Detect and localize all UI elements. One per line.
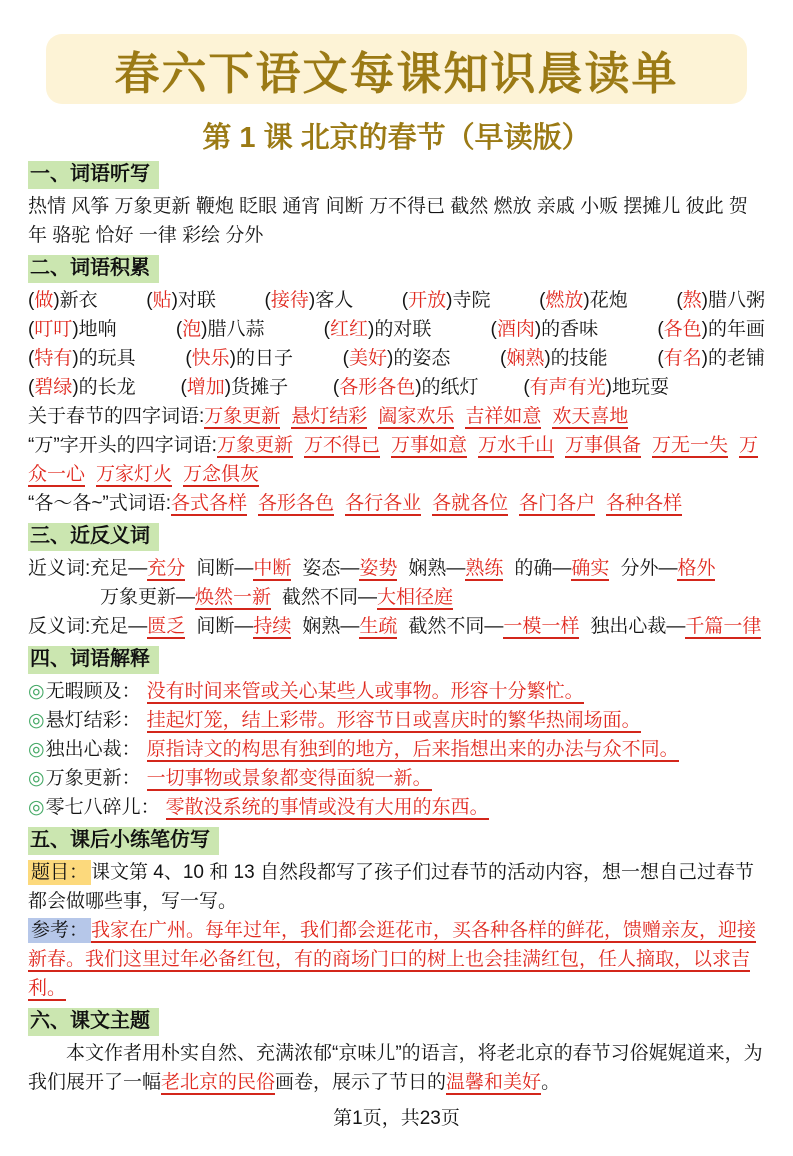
fill-answer: 做 [34, 290, 54, 311]
idiom-word: 阖家欢乐 [378, 406, 455, 427]
definition-text: 没有时间来管或关心某些人或事物。形容十分繁忙。 [146, 681, 584, 702]
idiom-word: 万事如意 [390, 435, 467, 456]
idiom-word: 各门各户 [519, 493, 596, 514]
definition-item [28, 706, 765, 735]
pair-question: 万象更新— [100, 587, 196, 608]
fill-rest: )的香味 [534, 319, 599, 340]
idiom-word: 万事俱备 [565, 435, 642, 456]
theme-highlight: 老北京的民俗 [161, 1072, 276, 1093]
fill-blank-row [28, 373, 765, 402]
pair-question: 分外— [620, 558, 678, 579]
idiom-line-ge [28, 489, 765, 518]
synonym-line-1 [28, 554, 765, 583]
fill-rest: )货摊子 [224, 377, 289, 398]
fill-blank-row [28, 286, 765, 315]
fill-blank-item [180, 373, 288, 402]
theme-paragraph [28, 1039, 765, 1097]
paren: ( [28, 348, 35, 369]
fill-blank-item [333, 373, 479, 402]
fill-blank-row [28, 315, 765, 344]
synonym-label: 近义词: [28, 558, 91, 579]
definition-item [28, 793, 765, 822]
circle-bullet-icon: ◎ [28, 768, 45, 789]
section-header-dictation: 一、词语听写 [28, 161, 159, 189]
paren: ( [323, 319, 330, 340]
fill-blank-item [28, 286, 98, 315]
definition-text: 原指诗文的构思有独到的地方，后来指想出来的办法与众不同。 [146, 739, 679, 760]
paren: ( [185, 348, 192, 369]
word-pair [590, 616, 761, 639]
fill-rest: )对联 [171, 290, 216, 311]
definition-text: 一切事物或景象都变得面貌一新。 [146, 768, 432, 789]
theme-text: 画卷，展示了节日的 [275, 1072, 447, 1093]
fill-blank-item [657, 315, 765, 344]
fill-answer: 有名 [663, 348, 702, 369]
section-header-accumulation: 二、词语积累 [28, 255, 159, 283]
topic-label: 题目： [28, 860, 91, 885]
title-banner [46, 34, 747, 104]
fill-rest: )的老铺 [701, 348, 765, 369]
fill-blank-item [523, 373, 669, 402]
fill-blank-item [676, 286, 765, 315]
circle-bullet-icon: ◎ [28, 681, 45, 702]
writing-reference [28, 916, 765, 1003]
pair-question: 姿态— [302, 558, 360, 579]
fill-rest: )客人 [308, 290, 354, 311]
pair-question: 充足— [90, 558, 148, 579]
paren: ( [657, 348, 664, 369]
pair-answer: 姿势 [359, 558, 398, 579]
fill-rest: )的长龙 [72, 377, 136, 398]
fill-rest: )腊八粥 [701, 290, 765, 311]
pair-answer: 中断 [253, 558, 292, 579]
theme-text: 。 [541, 1072, 561, 1093]
word-pair [196, 616, 291, 637]
fill-blank-item [657, 344, 765, 373]
document-title: 春六下语文每课知识晨读单 [114, 47, 679, 99]
definition-text: 挂起灯笼，结上彩带。形容节日或喜庆时的繁华热闹场面。 [146, 710, 641, 731]
fill-blank-item [324, 315, 432, 344]
pair-answer: 匮乏 [147, 616, 186, 637]
idiom-word: 各式各样 [171, 493, 248, 514]
circle-bullet-icon: ◎ [28, 797, 45, 818]
pair-question: 截然不同— [408, 616, 504, 637]
fill-answer: 有声有光 [529, 377, 606, 398]
reference-label: 参考： [28, 918, 91, 943]
definition-term: 万象更新： [45, 768, 141, 789]
idiom-word: 各就各位 [432, 493, 509, 514]
word-pair [90, 558, 185, 579]
pair-question: 娴熟— [408, 558, 466, 579]
page-number: 第1页，共23页 [333, 1108, 460, 1129]
idiom-word: 悬灯结彩 [291, 406, 368, 427]
section-header-writing: 五、课后小练笔仿写 [28, 827, 219, 855]
fill-rest: )地响 [72, 319, 117, 340]
pair-answer: 持续 [253, 616, 292, 637]
pair-answer: 熟练 [465, 558, 504, 579]
idiom-word: 万无一失 [652, 435, 729, 456]
paren: ( [180, 377, 187, 398]
fill-blank-item [343, 344, 451, 373]
pair-answer: 充分 [147, 558, 186, 579]
paren: ( [28, 290, 35, 311]
definition-term: 独出心裁： [45, 739, 141, 760]
word-pair [302, 616, 397, 637]
theme-text: 本文作者用朴实自然、充满浓郁“京味儿”的语言，将老北京的春节习俗娓娓道来，为我们展开了一幅 [28, 1043, 763, 1093]
idiom-word: 万象更新 [216, 435, 293, 456]
word-pair [196, 558, 291, 579]
idiom-word: 各形各色 [258, 493, 335, 514]
fill-blank-item [28, 373, 136, 402]
paren: ( [401, 290, 409, 311]
fill-blank-row [28, 344, 765, 373]
fill-rest: )的姿态 [387, 348, 451, 369]
paren: ( [523, 377, 530, 398]
paren: ( [342, 348, 349, 369]
pair-answer: 一模一样 [503, 616, 580, 637]
pair-answer: 格外 [677, 558, 716, 579]
word-pair [90, 616, 185, 637]
pair-answer: 千篇一律 [685, 616, 762, 637]
antonym-label: 反义词: [28, 616, 91, 637]
paren: ( [490, 319, 497, 340]
reference-text: 我家在广州。每年过年，我们都会逛花市，买各种各样的鲜花，馈赠亲友，迎接新春。我们这里过年必备红包，有的商场门口的树上也会挂满红包，任人摘取，以求吉利。 [28, 920, 757, 999]
fill-blank-item [185, 344, 293, 373]
paren: ( [264, 290, 271, 311]
paren: ( [175, 319, 183, 340]
fill-answer: 各形各色 [339, 377, 416, 398]
pair-answer: 大相径庭 [377, 587, 454, 608]
pair-question: 充足— [90, 616, 148, 637]
pair-question: 截然不同— [282, 587, 378, 608]
word-pair [514, 558, 609, 579]
idiom-label: 关于春节的四字词语: [28, 406, 205, 427]
definition-text: 零散没系统的事情或没有大用的东西。 [165, 797, 489, 818]
fill-blank-item [539, 286, 628, 315]
fill-rest: )的年画 [701, 319, 765, 340]
fill-blank-item [265, 286, 354, 315]
fill-answer: 特有 [34, 348, 73, 369]
pair-answer: 确实 [571, 558, 610, 579]
fill-answer: 贴 [152, 290, 172, 311]
fill-answer: 酒肉 [496, 319, 535, 340]
word-pair [620, 558, 715, 579]
dictation-word-list: 热情 风筝 万象更新 鞭炮 眨眼 通宵 间断 万不得已 截然 燃放 亲戚 小贩 摆摊儿 彼此 贺年 骆驼 恰好 一律 彩绘 分外 [28, 196, 748, 246]
fill-rest: )地玩耍 [605, 377, 669, 398]
fill-answer: 碧绿 [34, 377, 73, 398]
pair-answer: 生疏 [359, 616, 398, 637]
section-header-synonyms: 三、近反义词 [28, 523, 159, 551]
paren: ( [146, 290, 153, 311]
synonym-line-2 [28, 583, 765, 612]
definition-term: 无暇顾及： [45, 681, 141, 702]
lesson-title: 第 1 课 北京的春节（早读版） [202, 122, 591, 154]
fill-answer: 叮叮 [34, 319, 73, 340]
fill-rest: )花炮 [583, 290, 628, 311]
fill-blank-item [402, 286, 491, 315]
fill-rest: )寺院 [446, 290, 491, 311]
idiom-line-wan [28, 431, 765, 489]
fill-rest: )的纸灯 [415, 377, 479, 398]
paren: ( [539, 290, 546, 311]
fill-answer: 开放 [408, 290, 447, 311]
definition-item [28, 677, 765, 706]
paren: ( [676, 290, 683, 311]
fill-answer: 各色 [663, 319, 702, 340]
definition-item [28, 735, 765, 764]
definition-item [28, 764, 765, 793]
idiom-label: “万”字开头的四字词语: [28, 435, 217, 456]
idiom-word: 各行各业 [345, 493, 422, 514]
fill-answer: 接待 [270, 290, 309, 311]
fill-answer: 泡 [182, 319, 202, 340]
pair-question: 独出心裁— [590, 616, 686, 637]
idiom-word: 万不得已 [303, 435, 380, 456]
fill-answer: 熬 [682, 290, 702, 311]
idiom-word: 各种各样 [606, 493, 683, 514]
fill-blank-item [490, 315, 598, 344]
paren: ( [499, 348, 507, 369]
fill-blank-item [28, 315, 117, 344]
paren: ( [28, 377, 35, 398]
section-header-theme: 六、课文主题 [28, 1008, 159, 1036]
word-pair [302, 558, 397, 579]
paren: ( [332, 377, 340, 398]
fill-rest: )新衣 [53, 290, 98, 311]
word-pair [408, 558, 503, 579]
fill-answer: 红红 [329, 319, 368, 340]
idiom-word: 万众一心 [28, 435, 759, 485]
fill-rest: )腊八蒜 [201, 319, 265, 340]
pair-question: 娴熟— [302, 616, 360, 637]
pair-question: 间断— [196, 616, 254, 637]
idiom-word: 吉祥如意 [465, 406, 542, 427]
fill-answer: 美好 [348, 348, 387, 369]
idiom-label: “各～各~”式词语: [28, 493, 172, 514]
word-pair [282, 587, 453, 608]
fill-rest: )的对联 [368, 319, 432, 340]
fill-blank-item [176, 315, 265, 344]
theme-highlight: 温馨和美好 [446, 1072, 542, 1093]
fill-answer: 娴熟 [506, 348, 545, 369]
fill-answer: 增加 [186, 377, 225, 398]
definition-term: 零七八碎儿： [45, 797, 160, 818]
fill-rest: )的玩具 [72, 348, 136, 369]
word-pair [100, 587, 271, 608]
pair-answer: 焕然一新 [195, 587, 272, 608]
idiom-word: 欢天喜地 [552, 406, 629, 427]
idiom-word: 万家灯火 [96, 464, 173, 485]
idiom-word: 万象更新 [204, 406, 281, 427]
circle-bullet-icon: ◎ [28, 710, 45, 731]
document-page [0, 34, 793, 1130]
idiom-word: 万念俱灰 [183, 464, 260, 485]
pair-question: 间断— [196, 558, 254, 579]
paren: ( [28, 319, 35, 340]
topic-text: 课文第 4、10 和 13 自然段都写了孩子们过春节的活动内容，想一想自己过春节都会做哪些事，写一写。 [28, 862, 754, 912]
paren: ( [657, 319, 664, 340]
idiom-line-spring [28, 402, 765, 431]
circle-bullet-icon: ◎ [28, 739, 45, 760]
word-pair [408, 616, 579, 637]
fill-blank-item [146, 286, 216, 315]
fill-rest: )的技能 [544, 348, 608, 369]
fill-answer: 燃放 [545, 290, 584, 311]
fill-blank-item [28, 344, 136, 373]
pair-question: 的确— [514, 558, 572, 579]
writing-topic [28, 858, 765, 916]
section-header-definitions: 四、词语解释 [28, 646, 159, 674]
antonym-line [28, 612, 765, 641]
definition-term: 悬灯结彩： [45, 710, 141, 731]
idiom-word: 万水千山 [477, 435, 554, 456]
fill-blank-item [500, 344, 608, 373]
fill-rest: )的日子 [229, 348, 293, 369]
fill-answer: 快乐 [191, 348, 230, 369]
